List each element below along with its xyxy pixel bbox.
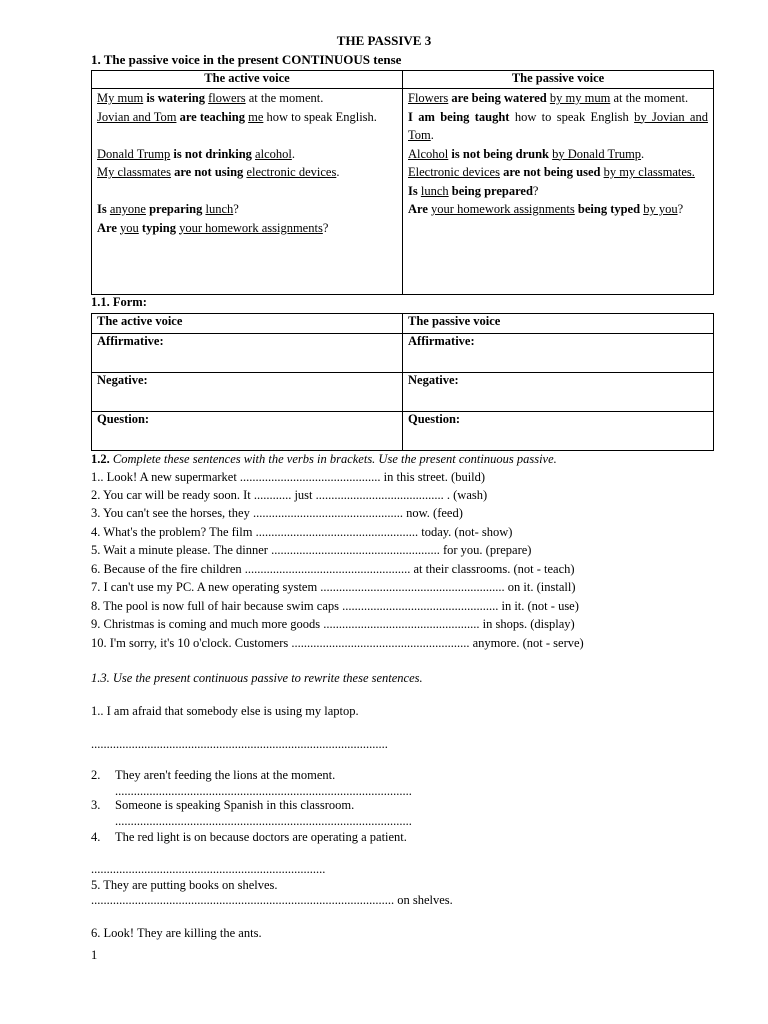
passive-example-6: Are your homework assignments being typed by you? bbox=[408, 202, 684, 216]
passive-example-5: Is lunch being prepared? bbox=[408, 183, 539, 198]
form-header-passive: The passive voice bbox=[403, 314, 714, 334]
page-number: 1 bbox=[91, 948, 98, 962]
form-heading: 1.1. Form: bbox=[91, 295, 147, 309]
ex12-item-8: 8. The pool is now full of hair because swim caps .................................................. in it. (not - use) bbox=[91, 599, 579, 613]
ex12-item-4: 4. What's the problem? The film .................................................... today. (not- show) bbox=[91, 525, 513, 539]
form-table bbox=[91, 313, 714, 451]
active-example-2: Jovian and Tom are teaching me how to speak English. bbox=[97, 109, 377, 124]
ex13-question-2-number: 2. bbox=[91, 768, 101, 782]
form-question-passive: Question: bbox=[403, 412, 714, 451]
form-question-active: Question: bbox=[92, 412, 403, 451]
ex13-question-1: 1.. I am afraid that somebody else is using my laptop. bbox=[91, 704, 359, 718]
ex13-answer-line-5: ................................................................................................. on shelves. bbox=[91, 893, 453, 907]
ex13-question-3-number: 3. bbox=[91, 798, 101, 812]
ex12-item-3: 3. You can't see the horses, they ................................................ now. (feed) bbox=[91, 506, 463, 520]
exercise-1-2-instruction: Complete these sentences with the verbs in brackets. Use the present continuous passive. bbox=[112, 452, 557, 466]
header-active-voice: The active voice bbox=[92, 71, 403, 89]
form-affirmative-passive: Affirmative: bbox=[403, 334, 714, 373]
ex13-question-3: Someone is speaking Spanish in this classroom. bbox=[115, 798, 355, 812]
ex12-item-7: 7. I can't use my PC. A new operating system ........................................................... on it. (install) bbox=[91, 580, 576, 594]
ex13-answer-line-3: ............................................................................................... bbox=[115, 814, 412, 828]
passive-examples-cell bbox=[403, 89, 714, 295]
passive-example-4: Electronic devices are not being used by my classmates. bbox=[408, 165, 695, 179]
ex13-question-2: They aren't feeding the lions at the moment. bbox=[115, 768, 336, 782]
form-header-active: The active voice bbox=[92, 314, 403, 334]
ex12-item-10: 10. I'm sorry, it's 10 o'clock. Customers ......................................................... anymore. (not - serve) bbox=[91, 636, 584, 650]
ex12-item-6: 6. Because of the fire children ..................................................... at their classrooms. (not - teach) bbox=[91, 562, 575, 576]
active-example-4: My classmates are not using electronic devices. bbox=[97, 165, 340, 179]
examples-table bbox=[91, 70, 714, 295]
passive-example-1: Flowers are being watered by my mum at the moment. bbox=[408, 91, 689, 105]
ex12-item-1: 1.. Look! A new supermarket ............................................. in this street. (build) bbox=[91, 470, 486, 484]
ex13-answer-line-2: ............................................................................................... bbox=[115, 784, 412, 798]
active-examples-cell bbox=[92, 89, 403, 295]
form-affirmative-active: Affirmative: bbox=[92, 334, 403, 373]
active-example-5: Is anyone preparing lunch? bbox=[97, 202, 239, 216]
ex13-answer-line-1: ............................................................................................... bbox=[91, 737, 388, 751]
exercise-1-2-heading bbox=[91, 452, 557, 467]
ex12-item-2: 2. You car will be ready soon. It ............ just ......................................... . (wash) bbox=[91, 488, 488, 502]
passive-example-2: I am being taught how to speak English by Jovian and Tom. bbox=[408, 109, 708, 142]
form-negative-active: Negative: bbox=[92, 373, 403, 412]
ex13-question-5: 5. They are putting books on shelves. bbox=[91, 878, 278, 892]
active-example-1: My mum is watering flowers at the moment. bbox=[97, 91, 324, 105]
exercise-1-3-instruction: 1.3. Use the present continuous passive to rewrite these sentences. bbox=[91, 671, 423, 685]
exercise-1-2-number: 1.2. bbox=[91, 452, 110, 466]
active-example-6: Are you typing your homework assignments? bbox=[97, 220, 329, 235]
form-negative-passive: Negative: bbox=[403, 373, 714, 412]
page-title: THE PASSIVE 3 bbox=[336, 33, 432, 48]
ex12-item-5: 5. Wait a minute please. The dinner ...................................................... for you. (prepare) bbox=[91, 543, 532, 557]
active-example-3: Donald Trump is not drinking alcohol. bbox=[97, 146, 295, 161]
ex13-question-6: 6. Look! They are killing the ants. bbox=[91, 926, 262, 940]
header-passive-voice: The passive voice bbox=[403, 71, 714, 89]
ex13-question-4-number: 4. bbox=[91, 830, 101, 844]
ex12-item-9: 9. Christmas is coming and much more goods .................................................. in shops. (display) bbox=[91, 617, 575, 631]
section1-heading: 1. The passive voice in the present CONTINUOUS tense bbox=[91, 52, 402, 67]
passive-example-3: Alcohol is not being drunk by Donald Trump. bbox=[408, 146, 645, 161]
ex13-answer-line-4: ........................................................................... bbox=[91, 862, 326, 876]
ex13-question-4: The red light is on because doctors are operating a patient. bbox=[115, 830, 407, 844]
